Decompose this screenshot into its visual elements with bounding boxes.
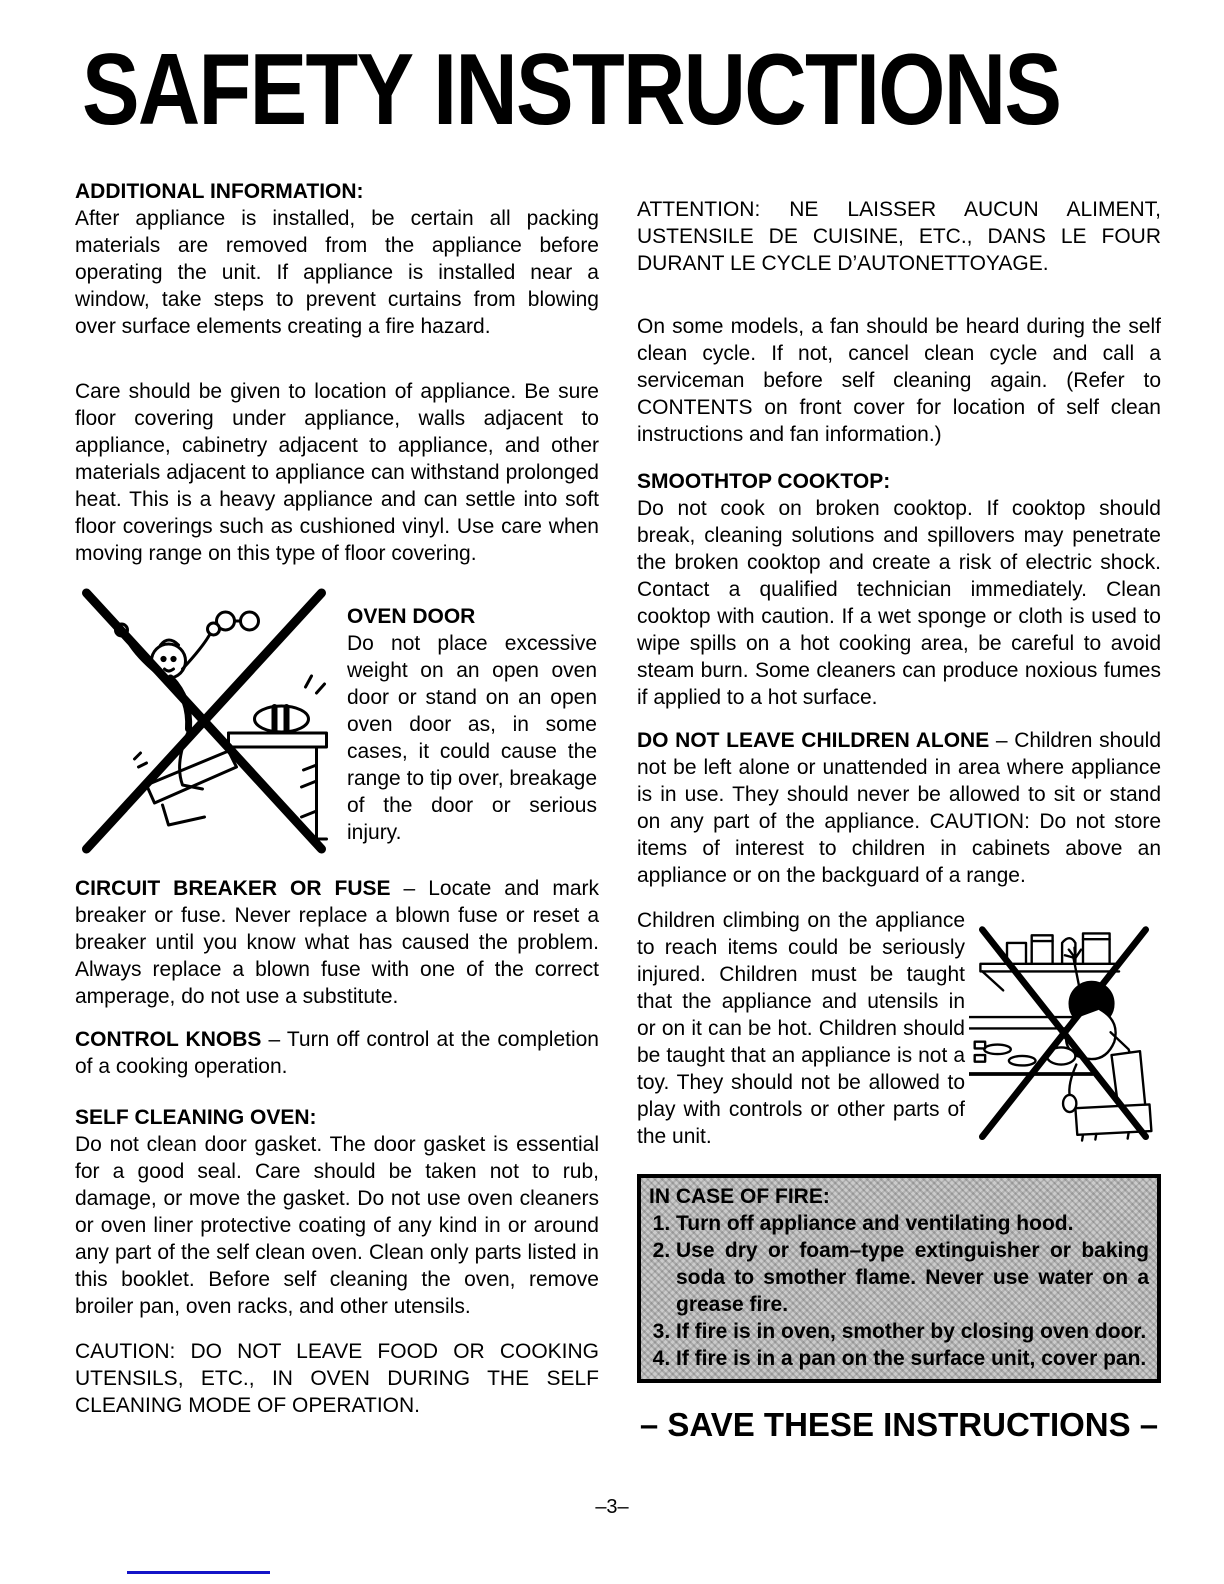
control-knobs-heading: CONTROL KNOBS bbox=[75, 1028, 262, 1051]
page-title: SAFETY INSTRUCTIONS bbox=[82, 34, 1061, 146]
fire-box-item: 2. Use dry or foam–type extinguisher or baking soda to smother flame. Never use water on a grease fire. bbox=[676, 1237, 1149, 1318]
children-alone-heading: DO NOT LEAVE CHILDREN ALONE bbox=[637, 729, 990, 752]
circuit-breaker-heading: CIRCUIT BREAKER OR FUSE bbox=[75, 877, 391, 900]
smoothtop-paragraph: Do not cook on broken cooktop. If cooktop should break, cleaning solutions and spillovers may penetrate the broken cooktop and create a risk of electric shock. Contact a qualified technician immediately. Clean cooktop with caution. If a wet sponge or cloth is used to wipe spills on a hot cooking area, be careful to avoid steam burn. Some cleaners can produce noxious fumes if applied to a hot surface. bbox=[637, 497, 1161, 709]
in-case-of-fire-box bbox=[637, 1174, 1161, 1383]
crossed-out-oven-door-figure-icon bbox=[75, 581, 333, 861]
fire-box-list bbox=[649, 1210, 1149, 1372]
circuit-breaker-body: – Locate and mark breaker or fuse. Never replace a blown fuse or reset a breaker until you know what has caused the problem. Always replace a blown fuse with one of the correct amperage, do not use a substitute. bbox=[75, 877, 599, 1008]
children-climbing-section bbox=[637, 907, 1161, 1150]
self-cleaning-heading: SELF CLEANING OVEN: bbox=[75, 1106, 317, 1129]
oven-door-warning-illustration bbox=[75, 581, 333, 861]
save-these-instructions-line: – SAVE THESE INSTRUCTIONS – bbox=[639, 1406, 1159, 1443]
fan-paragraph: On some models, a fan should be heard during the self clean cycle. If not, cancel clean cycle and call a serviceman before self cleaning again. (Refer to CONTENTS on front cover for location of self clean instructions and fan information.) bbox=[637, 315, 1161, 446]
additional-info-heading: ADDITIONAL INFORMATION: bbox=[75, 180, 364, 203]
blue-underline-mark bbox=[127, 1571, 270, 1574]
care-paragraph: Care should be given to location of appliance. Be sure floor covering under appliance, walls adjacent to appliance, cabinetry adjacent to appliance, and other materials adjacent to appliance can withstand prolonged heat. This is a heavy appliance and can settle into soft floor coverings such as cushioned vinyl. Use care when moving range on this type of floor covering. bbox=[75, 380, 599, 565]
right-column bbox=[637, 196, 1161, 1445]
fire-box-item: 4. If fire is in a pan on the surface unit, cover pan. bbox=[676, 1345, 1149, 1372]
additional-info-paragraph: After appliance is installed, be certain all packing materials are removed from the appliance before operating the unit. If appliance is installed near a window, take steps to prevent curtains from blowing over surface elements creating a fire hazard. bbox=[75, 207, 599, 338]
oven-door-paragraph: Do not place excessive weight on an open oven door or stand on an open oven door as, in some cases, it could cause the range to tip over, breakage of the door or serious injury. bbox=[347, 632, 597, 844]
oven-door-text bbox=[347, 581, 597, 861]
page-number: –3– bbox=[595, 1496, 629, 1518]
fire-box-heading: IN CASE OF FIRE: bbox=[649, 1185, 830, 1208]
attention-french-paragraph: ATTENTION: NE LAISSER AUCUN ALIMENT, USTENSILE DE CUISINE, ETC., DANS LE FOUR DURANT LE CYCLE D’AUTONETTOYAGE. bbox=[637, 198, 1161, 275]
self-cleaning-paragraph: Do not clean door gasket. The door gasket is essential for a good seal. Care should be taken not to rub, damage, or move the gasket. Do not use oven cleaners or oven liner protective coating of any kind in or around any part of the self clean oven. Clean only parts listed in this booklet. Before self cleaning the oven, remove broiler pan, oven racks, and other utensils. bbox=[75, 1133, 599, 1318]
crossed-out-climbing-child-icon bbox=[969, 907, 1159, 1147]
oven-door-heading: OVEN DOOR bbox=[347, 605, 476, 628]
caution-paragraph: CAUTION: DO NOT LEAVE FOOD OR COOKING UTENSILS, ETC., IN OVEN DURING THE SELF CLEANING MODE OF OPERATION. bbox=[75, 1340, 599, 1417]
children-climbing-paragraph: Children climbing on the appliance to reach items could be seriously injured. Children must be taught that the appliance and utensils in or on it can be hot. Children should be taught that an appliance is not a toy. They should not be allowed to play with controls or other parts of the unit. bbox=[637, 909, 965, 1148]
fire-box-item: 3. If fire is in oven, smother by closing oven door. bbox=[676, 1318, 1149, 1345]
oven-door-section bbox=[75, 581, 599, 861]
children-alone-paragraph bbox=[637, 727, 1161, 889]
circuit-breaker-paragraph bbox=[75, 875, 599, 1010]
smoothtop-heading: SMOOTHTOP COOKTOP: bbox=[637, 470, 891, 493]
control-knobs-body: – Turn off control at the completion of a cooking operation. bbox=[75, 1028, 599, 1078]
left-column bbox=[75, 178, 599, 1419]
children-climbing-warning-illustration bbox=[969, 907, 1159, 1150]
control-knobs-paragraph bbox=[75, 1026, 599, 1080]
fire-box-item: 1. Turn off appliance and ventilating hood. bbox=[676, 1210, 1149, 1237]
children-alone-body: – Children should not be left alone or unattended in area where appliance is in use. They should never be allowed to sit or stand on any part of the appliance. CAUTION: Do not store items of interest to children in cabinets above an appliance or on the backguard of a range. bbox=[637, 729, 1161, 887]
